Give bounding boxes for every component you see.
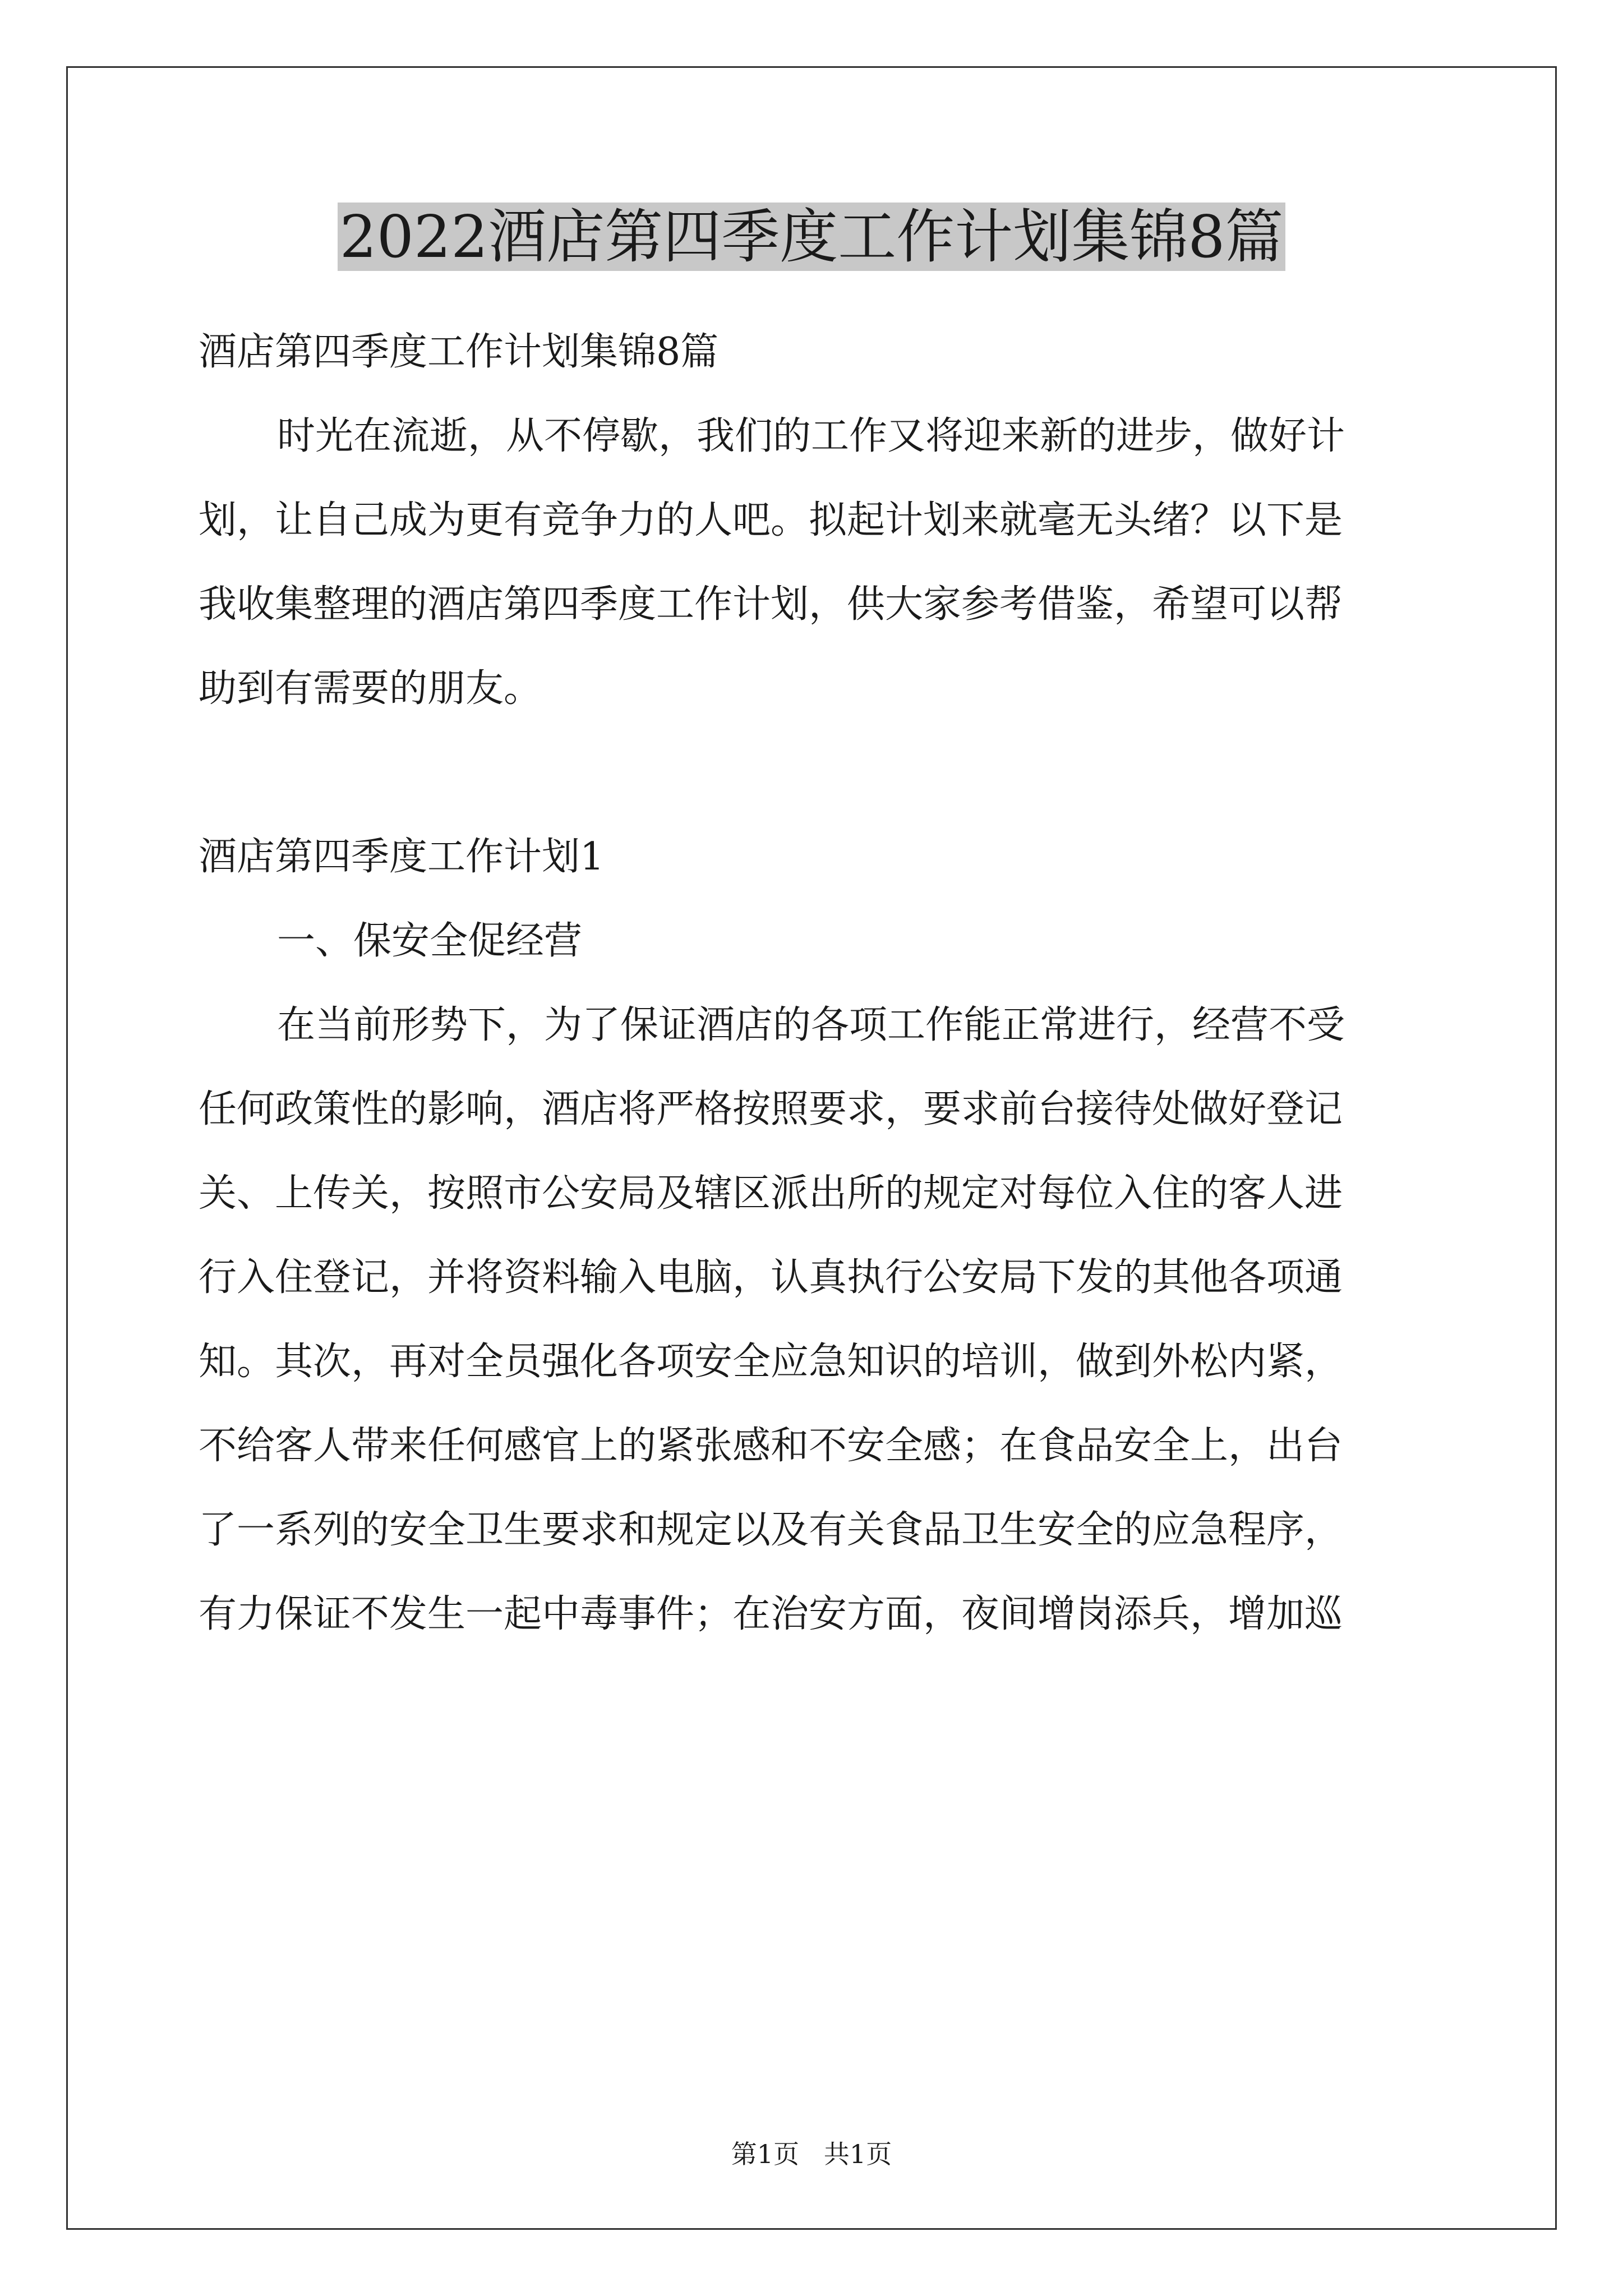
section-heading: 酒店第四季度工作计划1 xyxy=(199,835,605,879)
body-line: 任何政策性的影响，酒店将严格按照要求，要求前台接待处做好登记 xyxy=(199,1087,1343,1131)
document-title xyxy=(0,197,1623,276)
body-line: 行入住登记，并将资料输入电脑，认真执行公安局下发的其他各项通 xyxy=(199,1255,1343,1300)
body-line: 知。其次，再对全员强化各项安全应急知识的培训，做到外松内紧， xyxy=(199,1340,1343,1384)
page-footer: 第1页 共1页 xyxy=(731,2139,892,2169)
document-body xyxy=(199,310,1432,1657)
document-title-text: 2022酒店第四季度工作计划集锦8篇 xyxy=(338,203,1286,271)
document-subtitle: 酒店第四季度工作计划集锦8篇 xyxy=(199,330,719,374)
intro-line: 助到有需要的朋友。 xyxy=(199,666,542,711)
body-line: 有力保证不发生一起中毒事件；在治安方面，夜间增岗添兵，增加巡 xyxy=(199,1592,1343,1636)
body-line: 不给客人带来任何感官上的紧张感和不安全感；在食品安全上，出台 xyxy=(199,1424,1343,1468)
body-line: 关、上传关，按照市公安局及辖区派出所的规定对每位入住的客人进 xyxy=(199,1171,1343,1216)
body-line: 了一系列的安全卫生要求和规定以及有关食品卫生安全的应急程序， xyxy=(199,1508,1343,1552)
subsection-heading: 一、保安全促经营 xyxy=(277,919,583,963)
intro-line: 时光在流逝，从不停歇，我们的工作又将迎来新的进步，做好计 xyxy=(277,414,1345,458)
intro-line: 我收集整理的酒店第四季度工作计划，供大家参考借鉴，希望可以帮 xyxy=(199,582,1343,627)
body-line: 在当前形势下，为了保证酒店的各项工作能正常进行，经营不受 xyxy=(277,1003,1345,1047)
paragraph-gap xyxy=(199,731,1432,815)
intro-line: 划，让自己成为更有竞争力的人吧。拟起计划来就毫无头绪？以下是 xyxy=(199,498,1343,542)
